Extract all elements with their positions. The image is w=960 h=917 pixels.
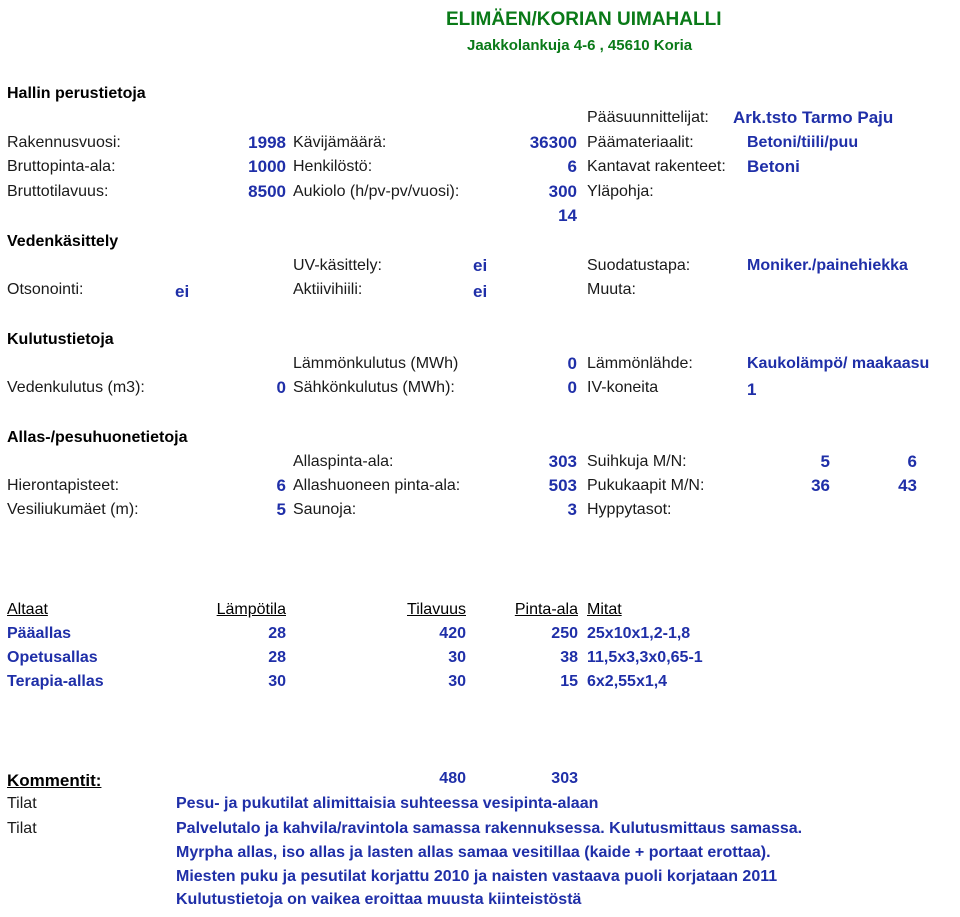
saunoja-label: Saunoja: [293, 501, 357, 518]
pukukaapit-n-value: 43 [898, 476, 917, 495]
henkilosto-value: 6 [567, 157, 577, 176]
altaat-header-temp: Lämpötila [216, 601, 286, 618]
section-heading-hallin: Hallin perustietoja [7, 85, 146, 102]
lammonlahde-value: Kaukolämpö/ maakaasu [747, 355, 930, 372]
allashuone-label: Allashuoneen pinta-ala: [293, 477, 461, 494]
pool-area: 38 [560, 649, 578, 666]
pool-name: Terapia-allas [7, 673, 104, 690]
pool-name: Pääallas [7, 625, 72, 642]
sum-volume: 480 [439, 770, 466, 787]
vedenkulutus-label: Vedenkulutus (m3): [7, 379, 145, 396]
rakennusvuosi-value: 1998 [248, 133, 286, 152]
suihkuja-m-value: 5 [820, 452, 830, 471]
aukiolo-label: Aukiolo (h/pv-pv/vuosi): [293, 183, 460, 200]
bruttopinta-value: 1000 [248, 157, 286, 176]
sum-area: 303 [551, 770, 578, 787]
pool-volume: 30 [448, 649, 466, 666]
section-heading-allas: Allas-/pesuhuonetietoja [7, 429, 188, 446]
paamateriaalit-value: Betoni/tiili/puu [747, 134, 859, 151]
pool-area: 250 [551, 625, 578, 642]
lammonkulutus-value: 0 [567, 354, 577, 373]
suihkuja-label: Suihkuja M/N: [587, 453, 687, 470]
bruttotilavuus-value: 8500 [248, 182, 286, 201]
allashuone-value: 503 [548, 476, 577, 495]
comment-text: Myrpha allas, iso allas ja lasten allas samaa vesitillaa (kaide + portaat erottaa). [176, 844, 771, 861]
otsonointi-value: ei [175, 282, 190, 301]
pool-area: 15 [560, 673, 578, 690]
pool-temp: 28 [268, 649, 286, 666]
pukukaapit-m-value: 36 [811, 476, 830, 495]
paasuunnittelijat-label: Pääsuunnittelijat: [587, 109, 709, 126]
ylapohja-label: Yläpohja: [587, 183, 654, 200]
kommentit-heading: Kommentit: [7, 771, 102, 790]
page-title: ELIMÄEN/KORIAN UIMAHALLI [446, 9, 722, 30]
altaat-header-name: Altaat [7, 601, 48, 618]
section-heading-kulutus: Kulutustietoja [7, 331, 114, 348]
comment-text: Palvelutalo ja kahvila/ravintola samassa rakennuksessa. Kulutusmittaus samassa. [176, 820, 803, 837]
aktiivihiili-value: ei [473, 282, 488, 301]
sahkonkulutus-value: 0 [567, 378, 577, 397]
uv-label: UV-käsittely: [293, 257, 382, 274]
hieronta-value: 6 [276, 476, 286, 495]
hyppytasot-label: Hyppytasot: [587, 501, 672, 518]
pool-temp: 30 [268, 673, 286, 690]
henkilosto-label: Henkilöstö: [293, 158, 373, 175]
pool-dims: 6x2,55x1,4 [587, 673, 668, 690]
hieronta-label: Hierontapisteet: [7, 477, 120, 494]
vesiliuku-value: 5 [276, 500, 286, 519]
address: Jaakkolankuja 4-6 , 45610 Koria [467, 37, 693, 54]
suihkuja-n-value: 6 [907, 452, 917, 471]
vedenkulutus-value: 0 [276, 378, 286, 397]
aktiivihiili-label: Aktiivihiili: [293, 281, 363, 298]
pukukaapit-label: Pukukaapit M/N: [587, 477, 705, 494]
suodatus-label: Suodatustapa: [587, 257, 691, 274]
paamateriaalit-label: Päämateriaalit: [587, 134, 694, 151]
kantavat-label: Kantavat rakenteet: [587, 158, 726, 175]
lammonkulutus-label: Lämmönkulutus (MWh) [293, 355, 459, 372]
muuta-label: Muuta: [587, 281, 636, 298]
comment-text: Pesu- ja pukutilat alimittaisia suhteessa vesipinta-alaan [176, 795, 599, 812]
pool-dims: 25x10x1,2-1,8 [587, 625, 691, 642]
vesiliuku-label: Vesiliukumäet (m): [7, 501, 139, 518]
altaat-header-area: Pinta-ala [514, 601, 578, 618]
allaspinta-label: Allaspinta-ala: [293, 453, 394, 470]
kavijamaara-label: Kävijämäärä: [293, 134, 387, 151]
lammonlahde-label: Lämmönlähde: [587, 355, 693, 372]
ivkoneita-value: 1 [747, 380, 757, 399]
kantavat-value: Betoni [747, 157, 800, 176]
pool-volume: 420 [439, 625, 466, 642]
pool-dims: 11,5x3,3x0,65-1 [587, 649, 703, 666]
allaspinta-value: 303 [548, 452, 577, 471]
bruttopinta-label: Bruttopinta-ala: [7, 158, 116, 175]
comment-text: Miesten puku ja pesutilat korjattu 2010 ja naisten vastaava puoli korjataan 2011 [176, 868, 778, 885]
rakennusvuosi-label: Rakennusvuosi: [7, 134, 121, 151]
altaat-header-volume: Tilavuus [407, 601, 466, 618]
aukiolo-value-secondary: 14 [558, 206, 577, 225]
suodatus-value: Moniker./painehiekka [747, 257, 908, 274]
sahkonkulutus-label: Sähkönkulutus (MWh): [293, 379, 455, 396]
paasuunnittelijat-value: Ark.tsto Tarmo Paju [733, 108, 894, 127]
comment-label: Tilat [7, 795, 37, 812]
pool-temp: 28 [268, 625, 286, 642]
otsonointi-label: Otsonointi: [7, 281, 84, 298]
ivkoneita-label: IV-koneita [587, 379, 659, 396]
altaat-header-dims: Mitat [587, 601, 622, 618]
kavijamaara-value: 36300 [529, 133, 577, 152]
bruttotilavuus-label: Bruttotilavuus: [7, 183, 109, 200]
uv-value: ei [473, 256, 488, 275]
section-heading-vedenkasittely: Vedenkäsittely [7, 233, 119, 250]
aukiolo-value: 300 [548, 182, 577, 201]
pool-name: Opetusallas [7, 649, 98, 666]
saunoja-value: 3 [567, 500, 577, 519]
comment-text: Kulutustietoja on vaikea eroittaa muusta kiinteistöstä [176, 891, 582, 908]
comment-label: Tilat [7, 820, 37, 837]
pool-volume: 30 [448, 673, 466, 690]
